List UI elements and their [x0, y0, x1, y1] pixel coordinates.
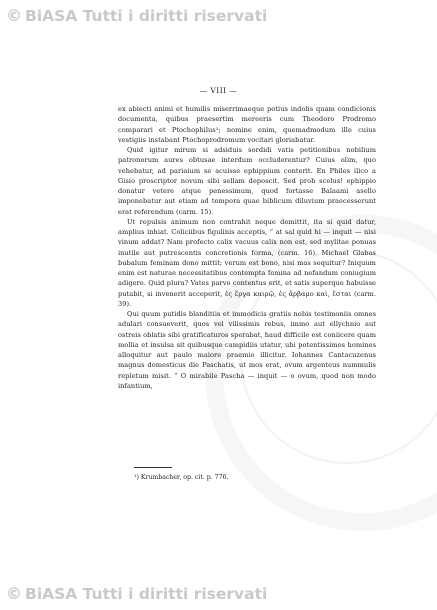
- body-text: [118, 104, 376, 391]
- page-number: — VIII —: [199, 86, 238, 95]
- watermark-top: [6, 6, 437, 25]
- watermark-top-text: BiASA Tutti i diritti riservati: [25, 7, 268, 25]
- paragraph-4: Qui quum putidis blanditiis et immodicis gratiis nobis testimoniis omnes adulari consueverit, quos vel vilissimis rebus, immo aut ellychnio aut ostreis oblatis sibi gratificaturos sperabat, haud difficile est coniicere quam mollia et insulsa sit quibusque campidiis utatur, ubi potentissimos homines alloquitur aut paulo maiore praemio illicitur. Iohannes Cantacuzenus magnus domesticus die Paschatis, ut mos erat, ovum argenteus nummulis repletum misit. “ O mirabile Pascha — inquit — o ovum, quod non modo infantium,: [118, 310, 376, 390]
- footnote-divider: [134, 467, 172, 468]
- watermark-bottom: [6, 584, 437, 603]
- paragraph-1: ex abiecti animi et humilis miserrimaeque potius indolis quam condicionis documenta, quibus praesertim mereeris cum Theodoro Prodromo comparari et Ptochophilus¹; nomine enim, quemadmodum ille cuius vestigiis instabant Ptochoprodromum vocitari gloriabatur.: [118, 105, 376, 144]
- footnote: ¹) Krumbacher, op. cit. p. 776.: [134, 474, 229, 481]
- paragraph-3: Ut repulsis animum non contrahit neque demittit, ita si quid datur, amplius inhiat. Coliciibus figulinis acceptis, “ at sal quid hi — inquit — nisi vinum addat? Nam profecto calix vacuus calix non est, sed mylitae ponuas inutile aut putrescentis concretionis forma, (carm. 16). Michael Glabas bubalum feminam dono mittit; verum est bono, nisi mas sequitur? Iniquum enim est naturae necessitatibus contempta femina ad nefandum coniugium adigere. Quid plura? Vates parvo contentus erit, et satis superque habuisse putabit, si invenerit acceperit, ἐς ἔργα καιρῷ, ἐς ἄρβαμο καὶ, ἔσται (carm. 39).: [118, 217, 376, 308]
- copyright-icon: ©: [6, 6, 22, 25]
- copyright-icon: ©: [6, 584, 22, 603]
- paragraph-2: Quid igitur mirum si adsiduis sordidi vatis petitionibus nobilium patronorum aures obtusae interdum occluderentur? Cuius olim, quo vehebatur, ad pariaium se acuisse ephippium conterit. En Philes ilico a Gisio proscriptor novum sibi sellam deposcit. Sed proh scelus! ephippio donatur vetere atque penessimum, quod fortasse Balaami asello imponebatur aut etiam ad tempora quae biblicum diluvium praecesserunt erat referendum (carm. 15).: [118, 146, 376, 216]
- watermark-bottom-text: BiASA Tutti i diritti riservati: [25, 585, 268, 603]
